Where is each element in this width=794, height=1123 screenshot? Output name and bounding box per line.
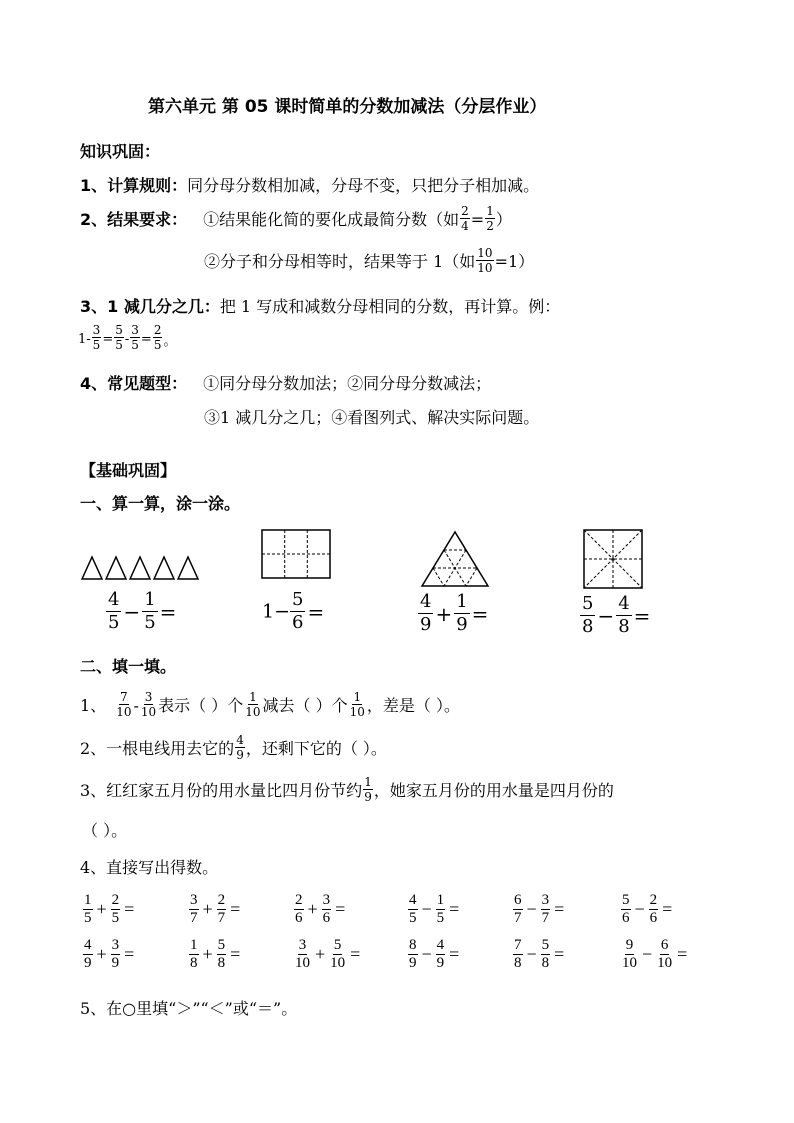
calc-item [512,893,567,926]
fraction: $\frac{1}{5}$ [144,589,156,633]
fraction: $\frac{4}{9}$ [436,937,445,971]
fraction: $\frac{5}{8}$ [582,593,594,637]
fraction: $\frac{3}{7}$ [541,892,550,926]
operator: + [202,899,213,919]
fraction: $\frac{5}{6}$ [292,589,304,633]
operator: + [307,899,318,919]
fraction: $\frac{3}{7}$ [190,892,198,926]
basic-heading: 【基础巩固】 [80,461,177,480]
fraction: $\frac{2}{7}$ [217,892,226,926]
question-3: 3、红红家五月份的用水量比四月份节约 $\frac{1}{9}$ ，她家五月份的用水量是四月份的 [80,775,614,804]
fraction: $\frac{3}{5}$ [92,323,101,352]
equals-sign: = [554,899,565,919]
calc-item [407,893,462,926]
rule-2-item1-pre: ①结果能化简的要化成最简分数（如 [203,210,460,229]
operator: + [202,944,213,964]
fraction: $\frac{7}{8}$ [514,937,522,971]
rule-2-item2-post: =1） [494,252,535,271]
rule-4-line-2: ③1 减几分之几；④看图列式、解决实际问题。 [204,408,540,427]
operator: − [526,899,537,919]
equals-sign: = [677,944,688,964]
question-5: 5、在○里填“＞”“＜”或“＝”。 [80,999,298,1018]
equals-sign: = [662,899,673,919]
fraction: $\frac{2}{6}$ [295,892,303,926]
rule-3-label: 3、1 减几分之几： [80,297,220,316]
operator: − [421,899,432,919]
fraction: $\frac{9}{10}$ [622,937,637,971]
fraction: $\frac{6}{7}$ [514,892,522,926]
equals-sign: = [449,944,460,964]
fraction: $\frac{5}{10}$ [330,937,346,971]
fraction: $\frac{5}{5}$ [115,323,123,352]
fraction: $\frac{2}{6}$ [649,892,658,926]
calc-item [620,938,690,971]
equals-sign: = [124,899,135,919]
equals-sign: = [350,944,361,964]
fraction: $\frac{8}{9}$ [409,937,417,971]
fraction: $\frac{5}{8}$ [541,937,550,971]
fraction: $\frac{4}{5}$ [409,892,417,926]
rule-2: 2、结果要求： ①结果能化简的要化成最简分数（如 $\frac{2}{4}$ = $\frac{1}{2}$ ） [80,204,512,233]
operator: + [315,944,326,964]
fraction: $\frac{5}{8}$ [217,937,226,971]
fraction: $\frac{4}{9}$ [236,733,244,762]
question-2: 2、一根电线用去它的 $\frac{4}{9}$ ，还剩下它的（ ）。 [80,733,387,762]
calc-item [188,893,243,926]
calc-item [512,938,567,971]
calc-item [407,938,462,971]
rule-4-label: 4、常见题型： [80,374,188,393]
fraction: $\frac{1}{5}$ [436,892,445,926]
rule-2-item2-pre: ②分子和分母相等时，结果等于 1（如 [204,252,476,271]
fraction: $\frac{4}{8}$ [618,593,630,637]
equals-sign: = [449,899,460,919]
rule-1-label: 1、计算规则： [80,176,188,195]
operator: − [642,944,653,964]
question-4: 4、直接写出得数。 [80,858,219,877]
fraction: $\frac{7}{10}$ [116,690,132,719]
equals-sign: = [554,944,565,964]
rule-4 [80,374,491,394]
calc-item [620,893,675,926]
fraction: $\frac{3}{5}$ [131,323,139,352]
fraction: $\frac{3}{6}$ [322,892,331,926]
triangle-ninths-icon [420,530,490,588]
square-eighths-icon [582,528,644,590]
section-2-heading: 二、填一填。 [80,657,177,676]
fraction: $\frac{1}{8}$ [190,937,198,971]
rule-2-item1-post: ） [495,210,512,229]
fraction: $\frac{4}{9}$ [420,591,432,635]
question-1-text-3: ，差是（ ）。 [366,696,460,715]
fraction: $\frac{3}{10}$ [140,690,157,719]
fraction: $\frac{6}{10}$ [657,937,673,971]
figure-1-expression: $\frac{4}{5}$ − $\frac{1}{5}$ = [108,589,177,633]
section-1-heading: 一、算一算，涂一涂。 [80,494,241,513]
question-1-text-2: 减去（ ）个 [262,696,348,715]
fraction: $\frac{2}{4}$ [461,204,469,233]
equals-sign: = [230,899,241,919]
equals-sign: = [230,944,241,964]
operator: − [634,899,645,919]
fraction: $\frac{2}{5}$ [111,892,120,926]
fraction: $\frac{1}{9}$ [456,591,468,635]
fraction: $\frac{10}{10}$ [477,246,493,275]
calc-item [82,938,137,971]
fraction: $\frac{1}{9}$ [364,775,372,804]
rule-2-item-2 [204,246,535,276]
rectangle-sixths-icon [260,528,332,580]
rule-3-text: 把 1 写成和减数分母相同的分数，再计算。例： [219,297,561,316]
figure-2-expression: 1− $\frac{5}{6}$ = [262,589,325,633]
five-triangles-icon [80,555,204,581]
fraction: $\frac{4}{5}$ [108,589,120,633]
question-3-answer: （ ）。 [82,821,128,840]
figure-3-expression: $\frac{4}{9}$ + $\frac{1}{9}$ = [420,591,489,635]
calc-item [188,938,243,971]
rule-3 [80,297,560,317]
fraction: $\frac{3}{10}$ [295,937,310,971]
operator: + [96,899,107,919]
equals-sign: = [335,899,346,919]
operator: − [526,944,537,964]
figure-4-expression: $\frac{5}{8}$ − $\frac{4}{8}$ = [582,593,651,637]
fraction: $\frac{3}{9}$ [111,937,120,971]
question-1: 1、 $\frac{7}{10}$ - $\frac{3}{10}$ 表示（ ）个 $\frac{1}{10}$ 减去（ ）个 $\frac{1}{10}$ ，差是（ ）。 [80,690,460,719]
rule-2-label: 2、结果要求： [80,210,188,229]
operator: − [421,944,432,964]
calc-item [293,938,363,971]
question-1-text-1: 表示（ ）个 [158,696,244,715]
knowledge-heading: 知识巩固： [80,142,161,161]
fraction: $\frac{1}{10}$ [349,690,365,719]
calc-item [82,893,137,926]
fraction: $\frac{5}{6}$ [622,892,630,926]
fraction: $\frac{4}{9}$ [84,937,92,971]
fraction: $\frac{2}{5}$ [153,323,162,352]
calc-item [293,893,348,926]
page-title: 第六单元 第 05 课时简单的分数加减法（分层作业） [148,97,547,117]
rule-1 [80,176,539,196]
rule-4-line1: ①同分母分数加法；②同分母分数减法； [203,374,492,393]
equals-sign: = [124,944,135,964]
rule-3-example: 1- $\frac{3}{5}$ = $\frac{5}{5}$ - $\frac{3}{5}$ = $\frac{2}{5}$ 。 [78,323,177,352]
rule-1-text: 同分母分数相加减，分母不变，只把分子相加减。 [187,176,540,195]
fraction: $\frac{1}{10}$ [245,690,261,719]
fraction: $\frac{1}{2}$ [486,204,494,233]
fraction: $\frac{1}{5}$ [84,892,92,926]
operator: + [96,944,107,964]
